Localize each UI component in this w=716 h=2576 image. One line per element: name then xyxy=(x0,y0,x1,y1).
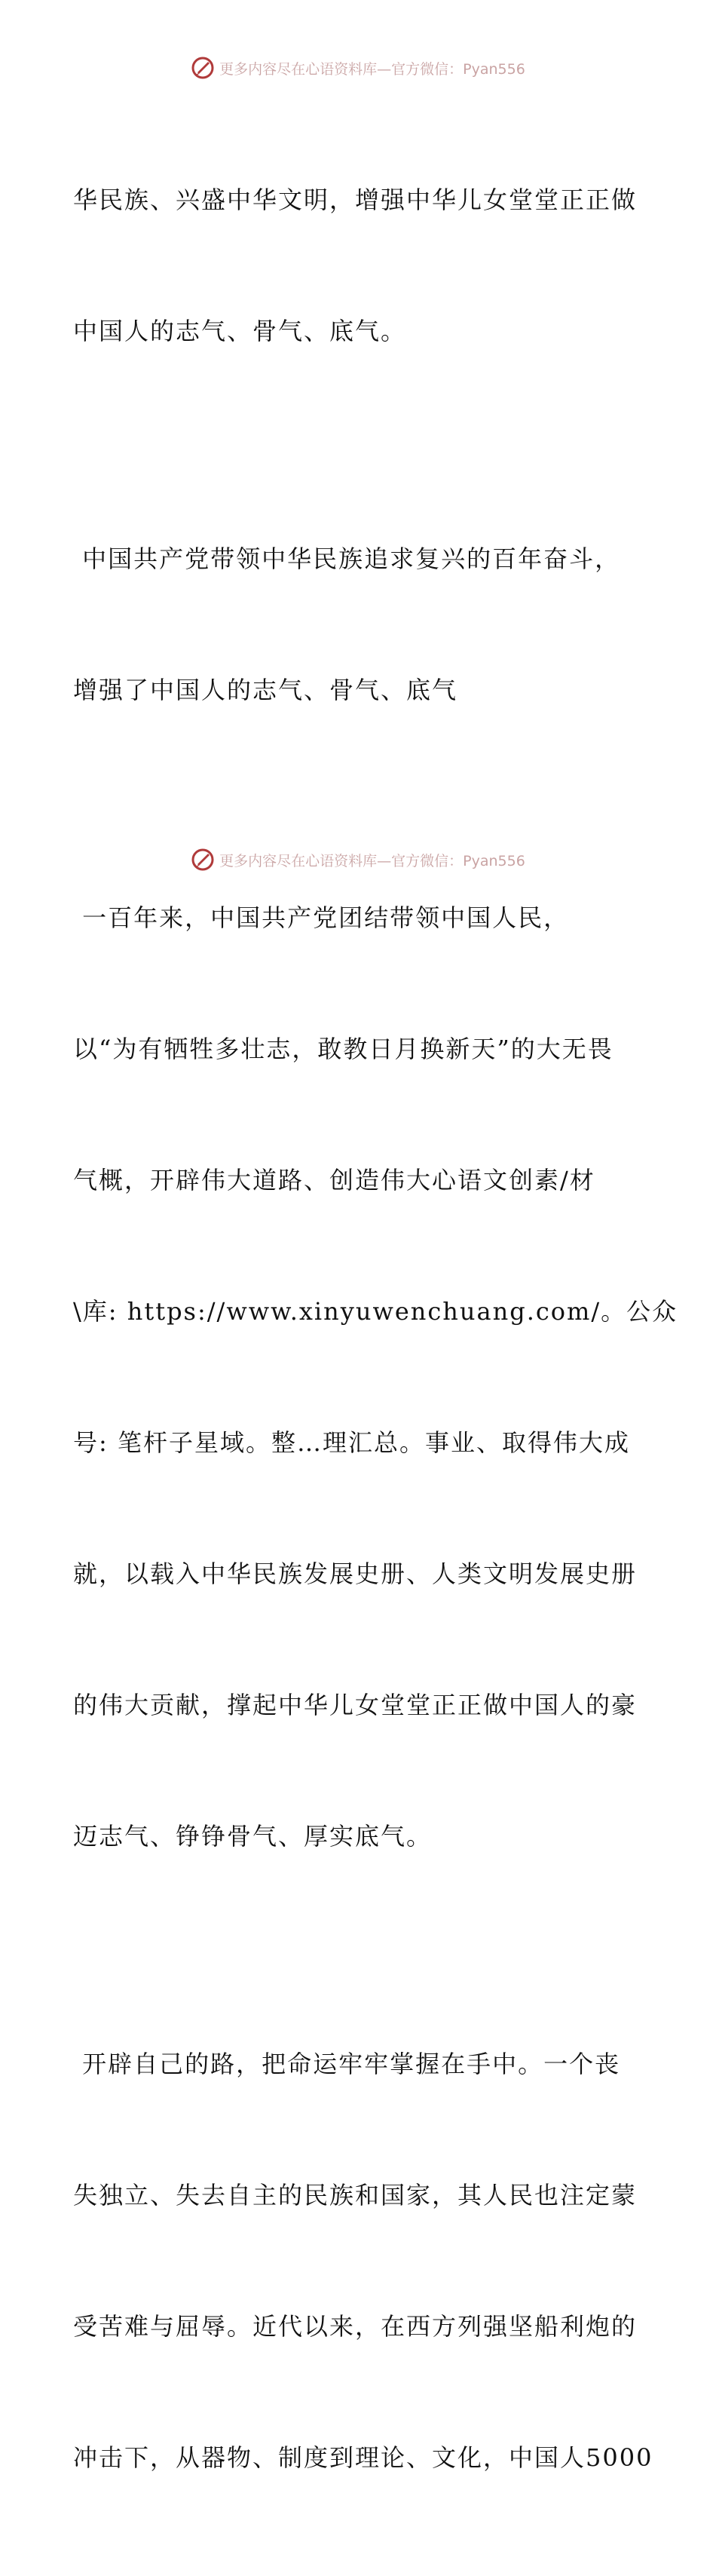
footer-banner xyxy=(0,845,716,875)
text-line: 中国人的志气、骨气、底气。 xyxy=(73,317,407,345)
text-line: 开辟自己的路，把命运牢牢掌握在手中。一个丧 xyxy=(73,2050,621,2078)
text-line: 气概，开辟伟大道路、创造伟大心语文创素/材 xyxy=(73,1166,595,1194)
paragraph-2 xyxy=(73,449,646,799)
text-line: 中国共产党带领中华民族追求复兴的百年奋斗， xyxy=(73,544,621,573)
footer-banner-text: 更多内容尽在心语资料库—官方微信：Pyan556 xyxy=(219,852,525,869)
paragraph-1 xyxy=(73,90,646,440)
text-line: 一百年来，中国共产党团结带领中国人民， xyxy=(73,903,570,932)
paragraph-4 xyxy=(73,1955,653,2567)
brand-logo-icon xyxy=(191,848,215,872)
text-line: 号: 笔杆子星域。整…理汇总。事业、取得伟大成 xyxy=(73,1428,630,1457)
text-line: 失独立、失去自主的民族和国家，其人民也注定蒙 xyxy=(73,2181,638,2210)
text-line: \库: https://www.xinyuwenchuang.com/。公众 xyxy=(73,1297,678,1326)
text-line: 受苦难与屈辱。近代以来，在西方列强坚船利炮的 xyxy=(73,2312,638,2341)
header-banner xyxy=(0,53,716,83)
text-line: 的伟大贡献，撑起中华儿女堂堂正正做中国人的豪 xyxy=(73,1691,638,1719)
text-line: 就，以载入中华民族发展史册、人类文明发展史册 xyxy=(73,1559,638,1588)
footer-wechat-id: Pyan556 xyxy=(463,852,525,869)
header-banner-text: 更多内容尽在心语资料库—官方微信：Pyan556 xyxy=(219,60,525,78)
paragraph-3 xyxy=(73,808,678,1946)
text-line: 冲击下，从器物、制度到理论、文化，中国人5000 xyxy=(73,2443,653,2472)
text-line: 以“为有牺牲多壮志，敢教日月换新天”的大无畏 xyxy=(73,1035,613,1063)
header-wechat-id: Pyan556 xyxy=(463,60,525,78)
document-body xyxy=(73,90,678,2576)
brand-logo-icon xyxy=(191,56,215,80)
text-line: 增强了中国人的志气、骨气、底气 xyxy=(73,676,458,704)
text-line: 迈志气、铮铮骨气、厚实底气。 xyxy=(73,1822,433,1851)
text-line: 华民族、兴盛中华文明，增强中华儿女堂堂正正做 xyxy=(73,186,638,214)
